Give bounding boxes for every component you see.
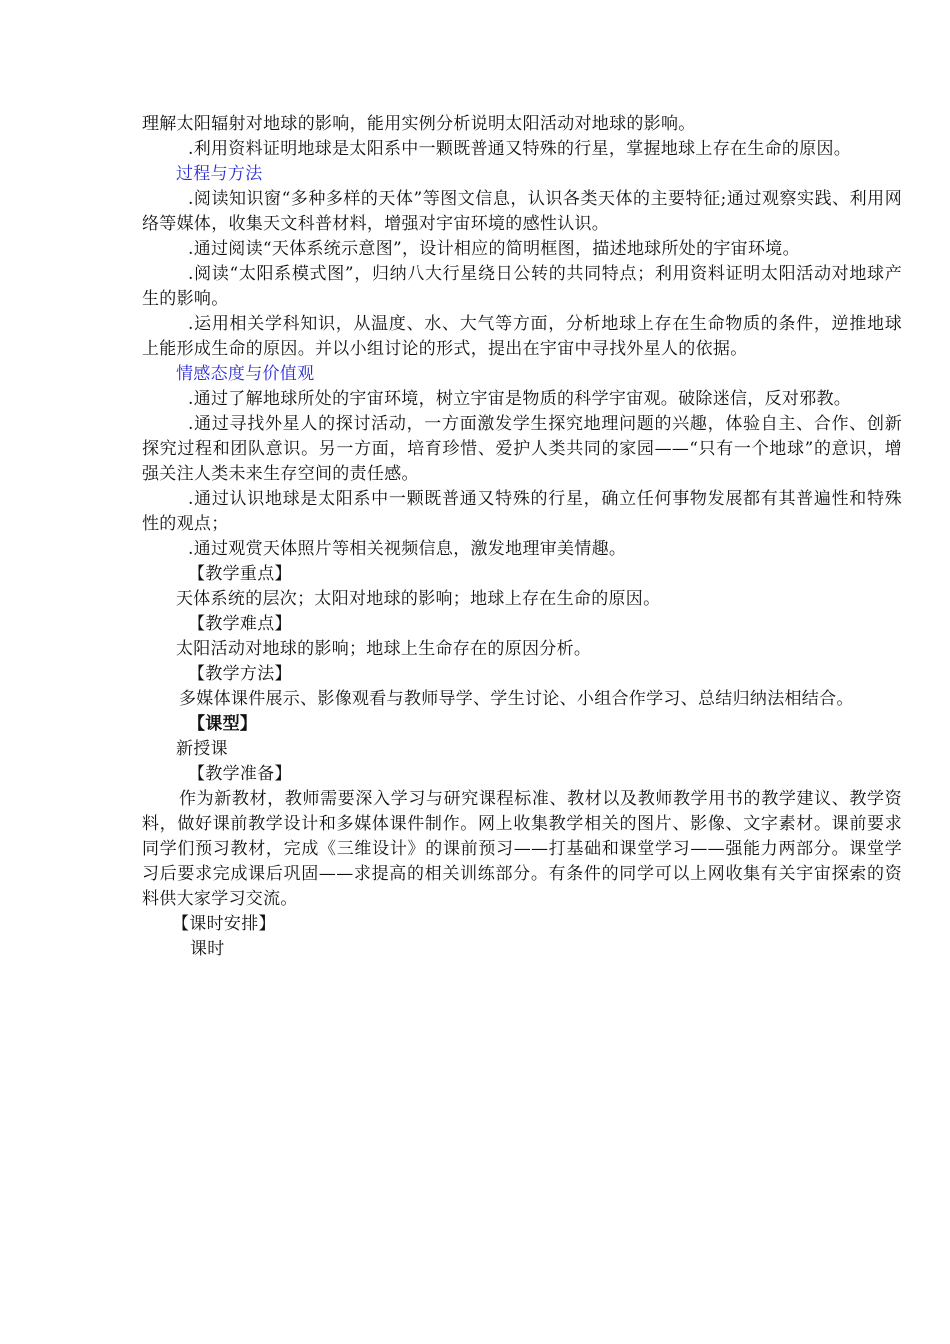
paragraph-solar-system-model: .阅读“太阳系模式图”，归纳八大行星绕日公转的共同特点；利用资料证明太阳活动对地球产生的影响。 — [142, 264, 902, 309]
paragraph-scientific-worldview: .通过了解地球所处的宇宙环境，树立宇宙是物质的科学宇宙观。破除迷信，反对邪教。 — [188, 389, 852, 409]
text-lesson-type: 新授课 — [176, 739, 228, 759]
text-teaching-difficulties: 太阳活动对地球的影响；地球上生命存在的原因分析。 — [176, 639, 592, 659]
text-teaching-preparation: 作为新教材，教师需要深入学习与研究课程标准、教材以及教师教学用书的教学建议、教学资料，做好课前教学设计和多媒体课件制作。网上收集教学相关的图片、影像、文字素材。课前要求同学们预习教材，完成《三维设计》的课前预习——打基础和课堂学习——强能力两部分。课堂学习后要求完成课后巩固——求提高的相关训练部分。有条件的同学可以上网收集有关宇宙探索的资料供大家学习交流。 — [142, 789, 902, 909]
paragraph-solar-radiation: 理解太阳辐射对地球的影响，能用实例分析说明太阳活动对地球的影响。 — [142, 114, 696, 134]
text-teaching-methods: 多媒体课件展示、影像观看与教师导学、学生讨论、小组合作学习、总结归纳法相结合。 — [179, 689, 854, 709]
paragraph-read-knowledge-window: .阅读知识窗“多种多样的天体”等图文信息，认识各类天体的主要特征;通过观察实践、利用网络等媒体，收集天文科普材料，增强对宇宙环境的感性认识。 — [142, 189, 902, 234]
heading-teaching-methods: 【教学方法】 — [188, 664, 292, 684]
document-page — [142, 112, 902, 962]
heading-emotion-attitude-values: 情感态度与价值观 — [176, 364, 315, 384]
text-teaching-key-points: 天体系统的层次；太阳对地球的影响；地球上存在生命的原因。 — [176, 589, 661, 609]
heading-process-and-method: 过程与方法 — [176, 164, 263, 184]
paragraph-earth-special-planet: .利用资料证明地球是太阳系中一颗既普通又特殊的行星，掌握地球上存在生命的原因。 — [188, 139, 852, 159]
text-class-schedule: 课时 — [190, 939, 225, 959]
paragraph-universality-particularity: .通过认识地球是太阳系中一颗既普通又特殊的行星，确立任何事物发展都有其普遍性和特殊性的观点； — [142, 489, 902, 534]
paragraph-search-aliens: .通过寻找外星人的探讨活动，一方面激发学生探究地理问题的兴趣，体验自主、合作、创新探究过程和团队意识。另一方面，培育珍惜、爱护人类共同的家园——“只有一个地球”的意识，增强关注人类未来生存空间的责任感。 — [142, 414, 902, 484]
heading-teaching-difficulties: 【教学难点】 — [188, 614, 292, 634]
paragraph-aesthetic-interest: .通过观赏天体照片等相关视频信息，激发地理审美情趣。 — [188, 539, 627, 559]
heading-teaching-key-points: 【教学重点】 — [188, 564, 292, 584]
heading-teaching-preparation: 【教学准备】 — [188, 764, 292, 784]
heading-lesson-type: 【课型】 — [188, 714, 258, 734]
paragraph-life-conditions: .运用相关学科知识，从温度、水、大气等方面，分析地球上存在生命物质的条件，逆推地球上能形成生命的原因。并以小组讨论的形式，提出在宇宙中寻找外星人的依据。 — [142, 314, 902, 359]
heading-class-schedule: 【课时安排】 — [172, 914, 276, 934]
paragraph-celestial-system-diagram: .通过阅读“天体系统示意图”，设计相应的简明框图，描述地球所处的宇宙环境。 — [188, 239, 800, 259]
